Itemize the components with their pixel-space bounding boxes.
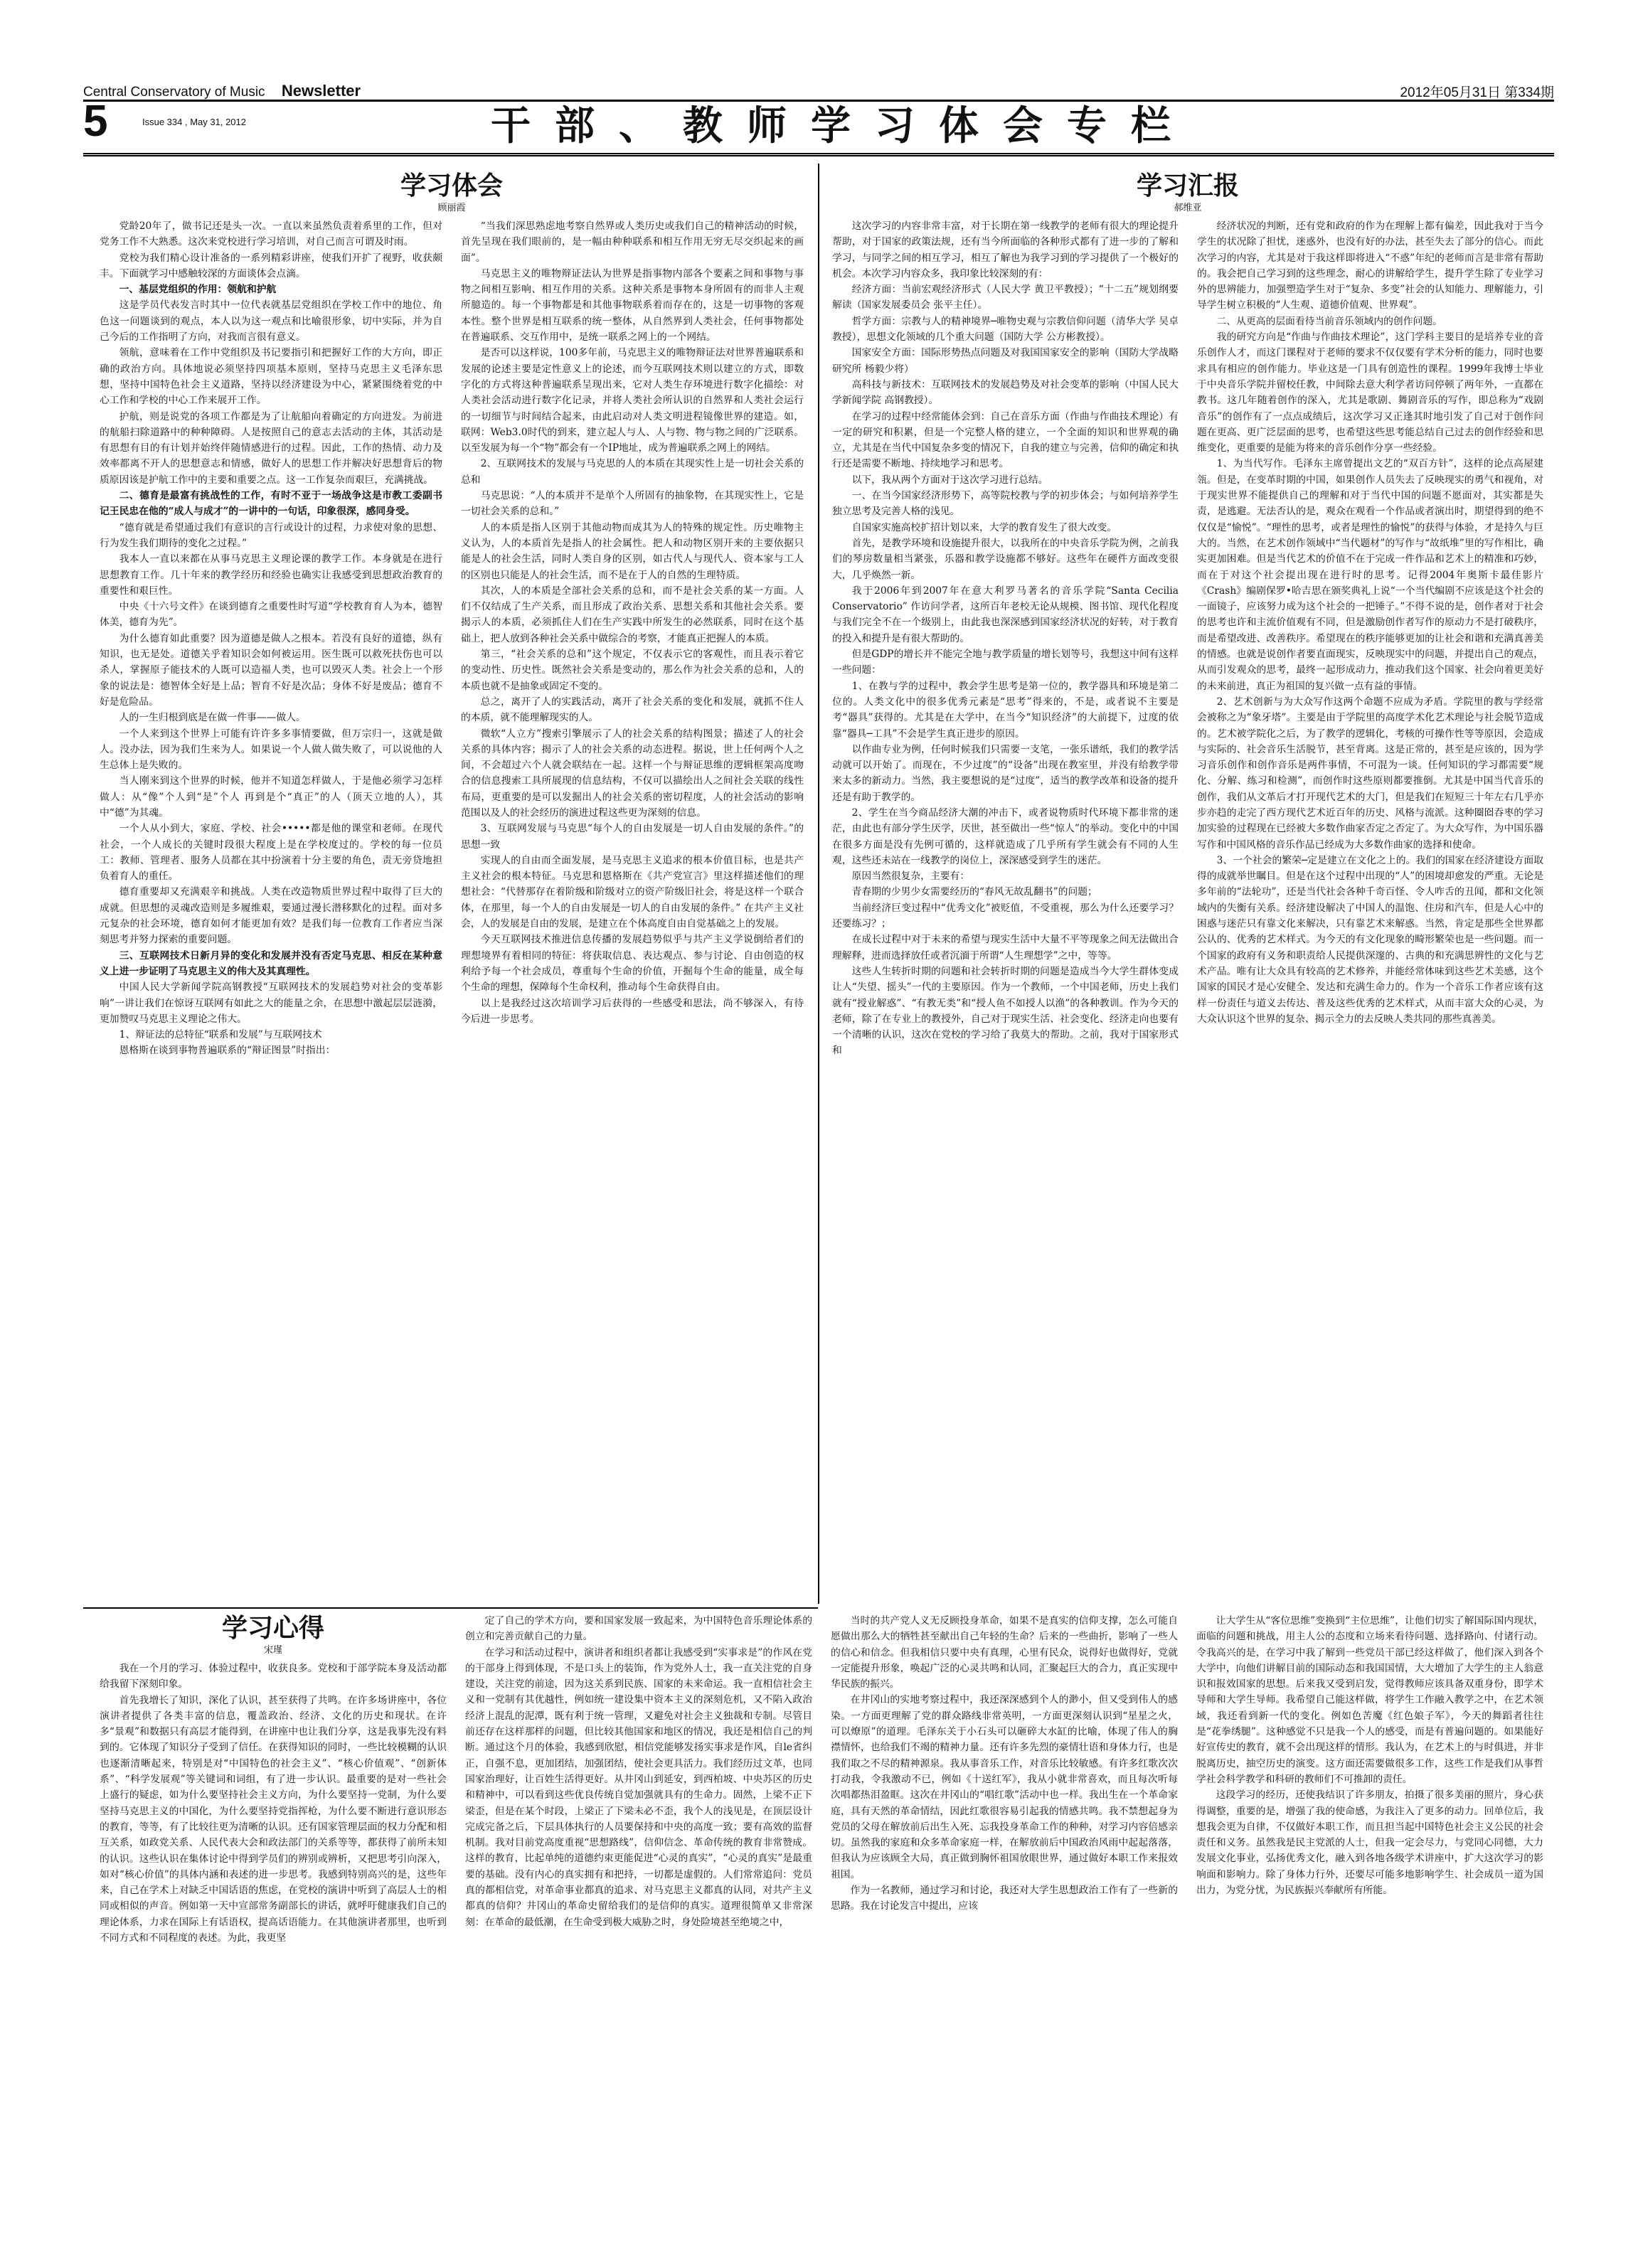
paragraph: 其次，人的本质是全部社会关系的总和，而不是社会关系的某一方面。人们不仅结成了生产关系，而且形成了政治关系、思想关系和其他社会关系。要揭示人的本质，必须抓住人们在生产实践中所发生的必然联系，同时在这个基础上，把人放到各种社会关系中做综合的考察，才能真正把握人的本质。 [461, 585, 804, 644]
column-banner-title: 干部、教师学习体会专栏 [491, 103, 1195, 149]
paragraph: 人的本质是指人区别于其他动物而成其为人的特殊的规定性。历史唯物主义认为，人的本质首先是指人的社会属性。把人和动物区别开来的主要依据只能是人的社会生活，同时人类自身的区别，如古代人与现代人、资本家与工人的区别也只能是人的社会生活，而不是在于人的自然的生理特质。 [461, 521, 804, 581]
paragraph: 以作曲专业为例，任何时候我们只需要一支笔，一张乐谱纸，我们的教学活动就可以开始了。而现在，不少过度”的“设备”出现在教室里，并没有给教学带来太多的新动力。当然，我主要想说的是“过度”，适当的教学改革和设备的提升还是有助于教学的。 [832, 743, 1179, 803]
paragraph: 马克思主义的唯物辩证法认为世界是指事物内部各个要素之间和事物与事物之间相互影响、相互作用的关系。这种关系是事物本身所固有的而非人主观所臆造的。每一个事物都是和其他事物联系着而存在的，这是一切事物的客观本性。整个世界是相互联系的统一整体，从自然界到人类社会，任何事物都处在普遍联系、交互作用中，是统一联系之网上的一个网结。 [461, 267, 804, 344]
paragraph: 青春期的少男少女需要经历的“春风无故乱翻书”的问题； [851, 886, 1097, 898]
paragraph: 我于2006年到2007年在意大利罗马著名的音乐学院“Santa Cecilia Conservatorio” 作访问学者，这所百年老校无论从规模、图书馆、现代化程度与我们完全不在一个级别上，由此我也深深感到国家经济状况的好转，对于教育的投入和提升是有很大帮助的。 [832, 585, 1179, 644]
date-issue: 2012年05月31日 第334期 [1400, 85, 1554, 100]
paragraph: 护航，则是说党的各项工作都是为了让航船向着确定的方向进发。为前进的航船扫除道路中的种种障碍。人是按照自己的意志去活动的主体，其活动是有思想有目的有计划并始终伴随情感进行的过程。因此，工作的热情、动力及效率都离不开人的思想意志和情感，做好人的思想工作并解决好思想背后的物质原因该是护航工作中的主要和重要之点。这一工作复杂而艰巨，充满挑战。 [100, 410, 442, 486]
paragraph: 以下，我从两个方面对于这次学习进行总结。 [851, 474, 1048, 486]
paragraph: 当人刚来到这个世界的时候，他并不知道怎样做人，于是他必须学习怎样做人：从“像”个人到“是”个人 再到是个“真正”的人（顶天立地的人），其中“德”为其魂。 [100, 775, 442, 819]
article-column [832, 218, 1179, 1602]
paragraph: 在成长过程中对于未来的希望与现实生活中大量不平等现象之间无法做出合理解释，进而选择放任或者沉湎于所谓“人生理想学”之中，等等。 [832, 934, 1179, 962]
paragraph: 党校为我们精心设计准备的一系列精彩讲座，使我们开扩了视野，收获颇丰。下面就学习中感触较深的方面谈体会点滴。 [100, 252, 442, 279]
article-study-notes [100, 1613, 1543, 2239]
masthead-left [83, 82, 361, 100]
paragraph: 一个人来到这个世界上可能有许许多多事情要做，但万宗归一，这就是做人。没办法，因为我们生来为人。如果说一个人做人做失败了，可以说他的人生总体上是失败的。 [100, 728, 442, 772]
article-title: 学习心得 [221, 1614, 324, 1643]
paragraph: 领航，意味着在工作中党组织及书记要指引和把握好工作的大方向，即正确的政治方向。具体地说必须坚持四项基本原则，坚持马克思主义毛泽东思想，坚持中国特色社会主义道路，坚持以经济建设为中心，紧紧围绕着党的中心工作和学校的中心工作来展开工作。 [100, 347, 442, 407]
paragraph: 1、在教与学的过程中，教会学生思考是第一位的，教学器具和环境是第二位的。人类文化中的很多优秀元素是“思考”得来的，不是，或者说不主要是考“器具”获得的。尤其是在大学中，在当今“知识经济”的大前提下，过度的依靠“器具─工具”不会是学生真正进步的原因。 [832, 680, 1179, 740]
paragraph: 德育重要却又充满艰辛和挑战。人类在改造物质世界过程中取得了巨大的成就。但思想的灵魂改造则是多履维艰，要通过漫长潜移默化的过程。面对多元复杂的社会环境，德育如何才能更加有效？是我们每一位教育工作者应当深刻思考并努力探索的重要问题。 [100, 886, 442, 946]
top-rule [83, 100, 1554, 102]
paragraph: 经济状况的判断，还有党和政府的作为在理解上都有偏差，因此我对于当今学生的状况除了担忧，迷惑外，也没有好的办法，甚至失去了部分的信心。而此次学习的内容，尤其是对于我这样即将进入“不惑”年纪的老师而言是非常有帮助的。我会把自己学习到的这些理念，耐心的讲解给学生，提升学生除了专业学习外的思辨能力，加强塑造学生对于“复杂、多变”社会的认知能力、理解能力，引导学生树立积极的“人生观、道德价值观、世界观”。 [1197, 220, 1543, 312]
article-column [1197, 218, 1543, 1602]
paragraph: “当我们深思熟虑地考察自然界或人类历史或我们自己的精神活动的时候，首先呈现在我们眼前的，是一幅由种种联系和相互作用无穷无尽交织起来的画面”。 [461, 220, 804, 264]
article-author: 郝维亚 [1174, 203, 1202, 213]
paragraph: 当前经济巨变过程中“优秀文化”被贬值，不受重视，那么为什么还要学习？还要练习？； [832, 902, 1179, 930]
paragraph: 恩格斯在谈到事物普遍联系的“辩证图景”时指出： [119, 1045, 336, 1057]
paragraph: 1、为当代写作。毛泽东主席曾提出文艺的“双百方针”，这样的论点高屋建瓴。但是，在变革时期的中国，如果创作人员失去了反映现实的勇气和视角，对于现实世界不能提供自己的理解和对于当代中国的问题不愿面对，其实都是失责，是逃避。无法否认的是，观众在观看一个作品或者演出时，期望得到的绝不仅仅是“愉悦”。“理性的思考，或者是理性的愉悦”的获得与体验，才是持久与巨大的。当然，在艺术创作领域中“当代题材”的写作与“故纸堆”里的写作相比，确实更加困难。但是当代艺术的价值不在于完成一件作品和艺术上的精准和巧妙，而在于对这个社会提出现在进行时的思考。记得2004年奥斯卡最佳影片《Crash》编剧保罗•哈吉思在颁奖典礼上说“一个当代编剧不应该是这个社会的一面镜子，应该努力成为这个社会的一把锤子。”不得不说的是，创作者对于社会的思考也许和主流价值观有不同，但是激励创作者写作的原动力不是打破秩序，而是希望改进、改善秩序。希望现在的秩序能够更加的让社会和谐和充满真善美的情感。也就是说创作者要直面现实，反映现实中的问题，并提出自己的观点，从而引发观众的思考，最终一起形成动力，推动我们这个国家、社会向着更美好的未来前进，真正为祖国的复兴做一点有益的事情。 [1197, 458, 1543, 692]
paragraph: 党龄20年了，做书记还是头一次。一直以来虽然负责着系里的工作，但对党务工作不大熟悉。这次来党校进行学习培训，对自己而言可谓及时雨。 [100, 220, 442, 248]
paragraph: 高科技与新技术：互联网技术的发展趋势及对社会变革的影响（中国人民大学新闻学院 高钢教授）。 [832, 378, 1179, 407]
article-author: 宋瑾 [263, 1645, 282, 1656]
paragraph: 我在一个月的学习、体验过程中，收获良多。党校和于部学院本身及活动都给我留下深刻印象。 [100, 1663, 447, 1691]
article-study-report [832, 171, 1543, 1600]
paragraph: 1、辩证法的总特征“联系和发展”与互联网技术 [119, 1029, 322, 1041]
paragraph: 3、互联网发展与马克思“每个人的自由发展是一切人自由发展的条件。”的思想一致 [461, 823, 804, 851]
banner-rule [83, 153, 1554, 156]
article-study-experience [100, 171, 804, 1600]
paragraph: 人的一生归根到底是在做一件事——做人。 [119, 712, 306, 724]
article-title: 学习汇报 [1136, 171, 1239, 201]
paragraph: 总之，离开了人的实践活动，离开了社会关系的变化和发展，就抓不住人的本质，就不能理解现实的人。 [461, 696, 804, 724]
paragraph: 这次学习的内容非常丰富，对于长期在第一线教学的老师有很大的理论提升帮助，对于国家的政策法规，还有当今所面临的各种形式都有了进一步的了解和学习，与同学之间的相互学习，相互了解也为我学习到的学习提供了一个极好的机会。本次学习内容众多，我印象比较深刻的有： [832, 220, 1179, 279]
paragraph: 2、学生在当今商品经济大潮的冲击下，或者说物质时代环境下都非常的迷茫，由此也有部分学生厌学，厌世，甚至做出一些“惊人”的举动。变化中的中国在很多方面是没有先例可循的，这样就造成了几乎所有学生就会有不同的人生观，这些还未站在一线教学的岗位上，深深感受到学生的迷茫。 [832, 806, 1179, 866]
newsletter-label: Newsletter [281, 82, 361, 100]
paragraph: 2、艺术创新与为大众写作这两个命题不应成为矛盾。学院里的教与学经常会被称之为“象牙塔”。主要是由于学院里的高度学术化艺术理论与社会脱节造成的。艺术被学院化之后，为了教学的逻辑化，考核的可操作性等等原因，会造成与实际的、社会音乐生活脱节，甚至背离。这是正常的，甚至是应该的，因为学习音乐创作和创作音乐是两件事情，不可混为一谈。任何知识的学习都需要“规化、分解、练习和检测”，而创作时这些原则都要推倒。尤其是中国当代音乐的创作，我们从文革后才打开现代艺术的大门，但是我们在短短三十年左右几乎亦步亦趋的走完了西方现代艺术近百年的历史、风格与流派。这种圈囵吞枣的学习加实验的过程现在已经被大多数作曲家否定之否定了。为大众写作，为中国乐器写作和中国风格的音乐作品已经成为大多数作曲家的选择和使命。 [1197, 696, 1543, 851]
paragraph: 为什么德育如此重要？因为道德是做人之根本。若没有良好的道德，纵有知识，也无是处。道德关乎着知识会如何被运用。医生既可以救死扶伤也可以杀人，掌握原子能技术的人既可以造福人类，也可以毁灭人类。社会上一个形象的说法是：德智体全好是上品；智育不好是次品；身体不好是废品；德育不好是危险品。 [100, 632, 442, 708]
paragraph: 中央《十六号文件》在谈到德育之重要性时写道“学校教育育人为本，德智体美，德育为先”。 [100, 601, 442, 629]
paragraph: 中国人民大学新闻学院高钢教授“互联网技术的发展趋势对社会的变革影响”一讲让我们在惊讶互联网有如此之大的能量之余，在思想中激起层层涟漪，更加赞叹马克思主义理论之伟大。 [100, 981, 442, 1025]
school-name: Central Conservatory of Music [83, 85, 265, 100]
paragraph: 原因当然很复杂，主要有： [851, 871, 970, 883]
paragraph: 我本人一直以来都在从事马克思主义理论课的教学工作。本身就是在进行思想教育工作。几十年来的教学经历和经验也确实让我感受到思想政治教育的重要性和艰巨性。 [100, 553, 442, 597]
paragraph: 3、一个社会的繁荣─定是建立在文化之上的。我们的国家在经济建设方面取得的成就举世瞩目。但是在这个过程中出现的“人”的困境却愈发的严重。无论是多年前的“法轮功”，还是当代社会各种千奇百怪、令人咋舌的丑闻，都和文化领域内的失衡有关系。经济建设解决了中国人的温饱、住房和汽车，但是人心中的困惑与迷茫只有靠文化来解决，只有靠艺术来解惑。当然，肯定是那些全世界都公认的、优秀的艺术样式。为今天的有文化现象的畸形繁荣也是一些问题。而一个国家的政府有义务和职责给人民提供深邃的、古典的和充满思辨性的文化与艺术产品。唯有让大众具有较高的艺术修养，并能经常体味到这些艺术美感，这个国家的国民才是心安健全、发达和充满生命力的。作为一个音乐工作者应该有这样一份责任与道义去传达、普及这些优秀的艺术样式，从而丰富大众的心灵，为大众认识这个世界的复杂、揭示全力的去反映人类共同的那些真善美。 [1197, 854, 1543, 1025]
paragraph: 这段学习的经历，还使我结识了许多朋友，拍摄了很多美丽的照片，身心获得调整，重要的是，增强了我的使命感，为我注入了更多的动力。回单位后，我想我会更为自律，不仅做好本职工作，而且担当起中国特色社会主义公民的社会责任和义务。虽然我是民主党派的人士，但我一定会尽力，与党同心同德，大力发展文化事业，弘扬优秀文化，融入到各地各级学术讲座中，扩大这次学习的影响面和影响力。除了身体力行外，还要尽可能多地影响学生、社会成员一道为国出力，为党分忧，为民族振兴奉献所有所能。 [1196, 1789, 1543, 1897]
horizontal-divider [83, 1607, 818, 1609]
paragraph: 实现人的自由而全面发展，是马克思主义追求的根本价值目标，也是共产主义社会的根本特征。马克思和恩格斯在《共产党宣言》里这样描述他们的理想社会：“代替那存在着阶级和阶级对立的资产阶级旧社会，将是这样一个联合体，在那里，每一个人的自由发展是一切人的自由发展的条件。” 在共产主义社会，人的发展是自由的发展，是建立在个体高度自由自觉基础之上的发展。 [461, 854, 804, 930]
issue-line: Issue 334 , May 31, 2012 [142, 117, 246, 127]
paragraph: 在井冈山的实地考察过程中，我还深深感到个人的渺小，但又受到伟人的感染。一方面更理解了党的群众路线非常英明，一方面更深刻认识到“星星之火，可以燎原”的道理。毛泽东关于小石头可以砸碎大水缸的比喻，体现了伟人的胸襟情怀，也给我们不竭的精神力量。还有许多先烈的豪情壮语和身体力行，也是我们取之不尽的精神源泉。我从事音乐工作，对音乐比较敏感。有许多红歌次次打动我，令我激动不已，例如《十送红军》，我从小就非常喜欢，而且每次听每次唱都热泪盈眶。这次在井冈山的“唱红歌”活动中也一样。我出生在一个革命家庭，具有天然的革命情结，因此红歌很容易引起我的情感共鸣。我不禁想起身为党员的父母在解放前后出生入死、忘我投身革命工作的种种，对学习内容倍感亲切。虽然我的家庭和众多革命家庭一样，在解放前后中国政治风雨中起起落落，但我认为应该顾全大局，真正做到胸怀祖国放眼世界，通过做好本职工作来报效祖国。 [831, 1694, 1178, 1880]
paragraph: 马克思说：“人的本质并不是单个人所固有的抽象物，在其现实性上，它是一切社会关系的总和。” [461, 490, 804, 518]
vertical-divider [818, 164, 819, 1604]
paragraph: 经济方面：当前宏观经济形式（人民大学 黄卫平教授）；“十二五”规划纲要解读（国家发展委员会 张平主任）。 [832, 284, 1179, 312]
paragraph: 让大学生从“客位思维”变换到“主位思维”，让他们切实了解国际国内现状，面临的问题和挑战，用主人公的态度和立场来看待问题、选择路向、付诸行动。令我高兴的是，在学习中我了解到一些党员干部已经这样做了，他们深入到各个大学中，向他们讲解目前的国际动态和我国国情，大大增加了大学生的主人翁意识和报效国家的思想。后来我又受到启发，觉得教师应该具备双重身份，即学术导师和大学生导师。我希望自己能这样做，将学生工作融入教学之中，在艺术领域，我还看到新一代的变化。例如色苦魔《红色娘子军》，今天的舞蹈者往往是“花拳绣腿”。这种感觉不只是我一个人的感受，而是有普遍问题的。如果能好好宣传史的教育，就不会出现这样的情形。我认为，在艺术上的与时俱进，并非脱离历史，抽空历史的演变。这方面还需要做很多工作，这些工作是我们从事哲学社会科学教学和科研的教师们不可推卸的责任。 [1196, 1615, 1543, 1785]
page-number: 5 [83, 97, 108, 146]
paragraph: 作为一名教师，通过学习和讨论，我还对大学生思想政治工作有了一些新的思路。我在讨论发言中提出，应该 [831, 1885, 1178, 1912]
article-column [100, 1661, 447, 2239]
paragraph: 首先，是教学环境和设施提升很大，以我所在的中央音乐学院为例，之前我们的琴房数量相当紧张，乐器和教学设施都不够好。这些年在硬件方面改变很大，几乎焕然一新。 [832, 537, 1179, 581]
paragraph: 首先我增长了知识，深化了认识，甚至获得了共鸣。在许多场讲座中，各位演讲者提供了各类丰富的信息，覆盖政治、经济、文化的历史和现状。在许多“景观”和数据只有高层才能得到，在讲座中也让我们分享，这是我事先没有料到的。它体现了知识分子受到了信任。在获得知识的同时，一些比较模糊的认识也逐渐清晰起来，特别是对“中国特色的社会主义”、“核心价值观”、“创新体系”、“科学发展观”等关键词和词组，有了进一步认识。最重要的是对一些社会上盛行的疑虑，如为什么要坚持社会主义方向，为什么要坚持一党制，为什么要坚持马克思主义的中国化，为什么要坚持党指挥枪，为什么要不断进行意识形态的教育，等等，有了比较往更为清晰的认识。还有国家管理层面的权力分配和相互关系，如政党关系、人民代表大会和政法部门的关系等等，都获得了前所未知的认识。这些认识在集体讨论中得到学员们的辨别或辨析，又把思考引向深入，如对“核心价值”的具体内涵和表述的进一步思考。我感到特别高兴的是，这些年来，自己在学术上对缺乏中国话语的焦虑，在党校的演讲中听到了高层人士的相同或相似的声音。例如第一天中宣部常务副部长的讲话，就呼吁健康我们自己的理论体系，力求在国际上有话语权，提高话语能力。在其他演讲者那里，也听到不同方式和不同程度的表述。为此，我更坚 [100, 1694, 447, 1944]
section-heading: 二、德育是最富有挑战性的工作，有时不亚于一场战争这是市教工委副书记王民忠在他的“成人与成才”的一讲中的一句话，印象很深，感同身受。 [100, 490, 442, 518]
paragraph: 在学习和活动过程中，演讲者和组织者都让我感受到“实事求是”的作风在党的干部身上得到体现，不是口头上的装饰，作为党外人士，我一直关注党的自身建设，关注党的前途，因为这关系到民族、国家的未来命运。我一直相信社会主义和一党制有其优越性，例如统一建设集中资本主义的深刻危机，又不陷入政治经济上混乱的泥潭，既有利于统一管理，又避免对社会主义独裁和专制。尽管目前还存在这样那样的问题，但比较其他国家和地区的情况，我还是相信自己的判断。通过这个月的体验，我感到欣慰，相信党能够发扬实事求是作风，自le省纠正，自强不息，更加团结，加强团结，使社会更具活力。我们经历过文革，也同国家治理好，让百姓生活得更好。从井冈山到延安，到西柏坡、中央苏区的历史和精神中，可以看到这些优良传统自觉加强就具有的生命力。固然，上梁不正下梁歪，但是在某个时段，上梁正了下梁未必不歪，我个人的浅见是，在顶层设计完成完备之后，下层具体执行的人员要保持和中央的高度一致；要有高效的监督机制。我对目前党高度重视“思想路线”，信仰信念、革命传统的教育非常赞成。这样的教育，比起单纯的道德约束更能促进“心灵的真实”，“心灵的真实”是最重要的基础。没有内心的真实拥有和把持，一切都是虚假的。人们常常追问：党员真的都相信党，对革命事业都真的追求、对马克思主义都真的认同，对共产主义都真的信仰？井冈山的革命史留给我们的是信仰的真实。道理很简单又非常深刻：在革命的最低潮，在生命受到极大威胁之时，身处险境甚至绝境之中， [465, 1646, 812, 1928]
paragraph: 国家安全方面：国际形势热点问题及对我国国家安全的影响（国防大学战略研究所 杨毅少将） [832, 347, 1179, 375]
paragraph: 在学习的过程中经常能体会到：自己在音乐方面（作曲与作曲技术理论）有一定的研究和积累，但是一个完整人格的建立，一个全面的知识和世界观的确立，尤其是在当代中国复杂多变的情况下，自我的建立与完善，信仰的确定和执行还是需要不断地、持续地学习和思考。 [832, 410, 1179, 470]
paragraph: 今天互联网技术推进信息传播的发展趋势似乎与共产主义学说倒给者们的理想境界有着相同的特征：将获取信息、表达观点、参与讨论、自由创造的权利给予每一个社会成员，尊重每个生命的价值，开掘每个生命的能量，成全每个生命的理想，保障每个生命权利，推动每个生命获得自由。 [461, 934, 804, 994]
paragraph: 自国家实施高校扩招计划以来，大学的教育发生了很大改变。 [851, 521, 1117, 533]
paragraph: 定了自己的学术方向，要和国家发展一致起来，为中国特色音乐理论体系的创立和完善贡献自己的力量。 [465, 1615, 812, 1643]
article-column [465, 1613, 812, 2239]
article-title: 学习体会 [400, 171, 503, 201]
article-column [100, 218, 442, 1602]
paragraph: 是否可以这样说，100多年前，马克思主义的唯物辩证法对世界普遍联系和发展的论述主要是定性意义上的论述，而今互联网技术则以建立的方式，即数字化的方式将这种普遍联系呈现出来，它对人类生存环境进行数字化描绘：对人类社会活动进行数字化记录，并将人类社会所认识的自然界和人类社会运行的一切细节与时间结合起来，由此启动对人类文明进程镜像世界的建造。如，联网：Web3.0时代的到来，建立起人与人、人与物、物与物之间的广泛联系。以至发展为每一个“物”都会有一个IP地址，成为普遍联系之网上的网结。 [461, 347, 804, 454]
paragraph: 这是学员代表发言时其中一位代表就基层党组织在学校工作中的地位、角色这一问题谈到的观点，本人以为这一观点和比喻很形象，切中实际，并为自己今后的工作指明了方向，对我而言很有意义。 [100, 299, 442, 344]
article-column [1196, 1613, 1543, 2239]
paragraph: 二、从更高的层面看待当前音乐领域内的创作问题。 [1216, 315, 1442, 327]
section-heading: 一、基层党组织的作用：领航和护航 [119, 284, 277, 296]
paragraph: 2、互联网技术的发展与马克思的人的本质在其现实性上是一切社会关系的总和 [461, 458, 804, 486]
paragraph: 这些人生转折时期的问题和社会转折时期的问题是造成当今大学生群体变成让人“失望、摇头”一代的主要原因。作为一个教师，一个中国老师，历史上我们就有“授业解惑”、“有教无类”和“授人鱼不如授人以渔”的各种教训。作为今天的老师，除了在专业上的教授外，自己对于现实生活、社会变化、经济走向也要有一个清晰的认识，这次在党校的学习给了我莫大的帮助。之前，我对于国家形式和 [832, 965, 1179, 1057]
paragraph: 但是GDP的增长并不能完全地与教学质量的增长划等号，我想这中间有这样一些问题： [832, 649, 1179, 676]
paragraph: 一个人从小到大，家庭、学校、社会•••••都是他的课堂和老师。在现代社会，一个人成长的关键时段很大程度上是在学校度过的。学校的每一位员工：教师、管理者、服务人员都在其中扮演着十分主要的角色，责无旁贷地担负着育人的重任。 [100, 823, 442, 883]
paragraph: 我的研究方向是“作曲与作曲技术理论”，这门学科主要目的是培养专业的音乐创作人才，而这门课程对于老师的要求不仅仅要有学术分析的能力，同时也要求具有相应的创作能力。毕业这是一门具有创造性的课程。1999年我博士毕业于中央音乐学院并留校任教，中间除去意大利学者访问停顿了两年外，一直都在教书。这几年随着创作的深入，尤其是歌剧、舞剧音乐的写作，即总称为“戏剧音乐”的创作有了一点点成绩后，这次学习又正逢其时地引发了自己对于创作问题在更高、更广泛层面的思考，也希望这些思考能总结自己过去的创作经验和思维变化，更重要的是能为将来的音乐创作分享一些经验。 [1197, 331, 1543, 454]
paragraph: 以上是我经过这次培训学习后获得的一些感受和思法，尚不够深入，有待今后进一步思考。 [461, 997, 804, 1025]
paragraph: “德育就是希望通过我们有意识的言行或设计的过程，力求使对象的思想、行为发生我们期待的变化之过程。” [100, 521, 442, 549]
article-column [831, 1613, 1178, 2239]
paragraph: 微软“人立方”搜索引擎展示了人的社会关系的结构图景；描述了人的社会关系的具体内容；揭示了人的社会关系的动态进程。据说，世上任何两个人之间，不会超过六个人就会联结在一起。这样一个与辩证思维的逻辑框架高度吻合的信息搜索工具所展现的信息结构，不仅可以描绘出人之间社会关联的线性布局，更重要的是可以发掘出人的社会关系的密切程度，人的社会活动的影响范围以及人的社会经历的演进过程这些更为深刻的信息。 [461, 728, 804, 819]
paragraph: 当时的共产党人义无反顾投身革命，如果不是真实的信仰支撑，怎么可能自愿做出那么大的牺牲甚至献出自己年轻的生命？后来的一些曲折，影响了一些人的信心和信念。但我相信只要中央有真理，心里有民众，说得好也做得好，党就一定能提升形象，唤起广泛的心灵共鸣和认同，汇聚起巨大的合力，真正实现中华民族的振兴。 [831, 1615, 1178, 1691]
article-column [461, 218, 804, 1602]
paragraph: 一、在当今国家经济形势下，高等院校教与学的初步体会；与如何培养学生独立思考及完善人格的浅见。 [832, 490, 1179, 518]
paragraph: 第三，“社会关系的总和”这个规定，不仅表示它的客观性，而且表示着它的变动性、历史性。既然社会关系是变动的，那么作为社会关系的总和，人的本质也就不是抽象或固定不变的。 [461, 649, 804, 692]
section-heading: 三、互联网技术日新月异的变化和发展并没有否定马克思、相反在某种意义上进一步证明了马克思主义的伟大及其真理性。 [100, 949, 442, 977]
paragraph: 哲学方面：宗教与人的精神境界─唯物史观与宗教信仰问题（清华大学 吴卓教授），思想文化领域的几个重大问题（国防大学 公方彬教授）。 [832, 315, 1179, 344]
article-author: 顾丽霞 [437, 203, 466, 213]
